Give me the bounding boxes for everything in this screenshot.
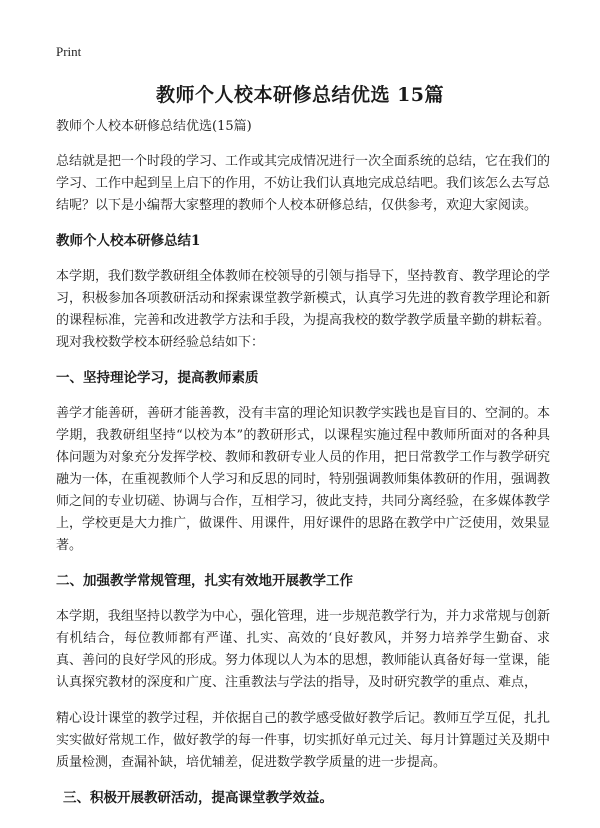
document-body	[56, 118, 550, 823]
part1-paragraph: 善学才能善研，善研才能善教，没有丰富的理论知识教学实践也是盲目的、空洞的。本学期，我教研组坚持“以校为本”的教研形式，以课程实施过程中教师所面对的各种具体问题为对象充分发挥学校、教师和教研专业人员的作用，把日常教学工作与教学研究融为一体，在重视教师个人学习和反思的同时，特别强调教师集体教研的作用，强调教师之间的专业切磋、协调与合作，互相学习，彼此支持，共同分离经验，在多媒体教学上，学校更是大力推广，做课件、用课件，用好课件的思路在教学中广泛使用，效果显著。	[56, 406, 551, 553]
section1-heading: 教师个人校本研修总结1	[56, 233, 201, 249]
part2-paragraph-2: 精心设计课堂的教学过程，并依据自己的教学感受做好教学后记。教师互学互促，扎扎实实做好常规工作，做好教学的每一件事，切实抓好单元过关、每月计算题过关及期中质量检测，查漏补缺，培优辅差，促进数学教学质量的进一步提高。	[56, 711, 551, 770]
document-title: 教师个人校本研修总结优选 15篇	[155, 84, 445, 106]
document-subtitle: 教师个人校本研修总结优选(15篇)	[56, 119, 252, 134]
part3-heading: 三、积极开展教研活动，提高课堂教学效益。	[63, 790, 333, 806]
part1-heading: 一、坚持理论学习，提高教师素质	[56, 370, 259, 386]
part2-heading: 二、加强教学常规管理，扎实有效地开展教学工作	[56, 573, 353, 589]
intro-paragraph: 总结就是把一个时段的学习、工作或其完成情况进行一次全面系统的总结，它在我们的学习、工作中起到呈上启下的作用，不妨让我们认真地完成总结吧。我们该怎么去写总结呢？以下是小编帮大家整理的教师个人校本研修总结，仅供参考，欢迎大家阅读。	[56, 154, 551, 213]
section1-paragraph: 本学期，我们数学教研组全体教师在校领导的引领与指导下，坚持教育、教学理论的学习，积极参加各项教研活动和探索课堂教学新模式，认真学习先进的教育教学理论和新的课程标准，完善和改进教学方法和手段，为提高我校的数学教学质量辛勤的耕耘着。现对我校数学校本研经验总结如下：	[56, 269, 551, 350]
print-label[interactable]: Print	[56, 44, 82, 59]
part2-paragraph-1: 本学期，我组坚持以教学为中心，强化管理，进一步规范教学行为，并力求常规与创新有机结合，每位教师都有严谨、扎实、高效的‘良好教风，并努力培养学生勤奋、求真、善问的良好学风的形成。努力体现以人为本的思想，教师能认真备好每一堂课，能认真探究教材的深度和广度、注重教法与学法的指导，及时研究教学的重点、难点，	[56, 609, 551, 690]
